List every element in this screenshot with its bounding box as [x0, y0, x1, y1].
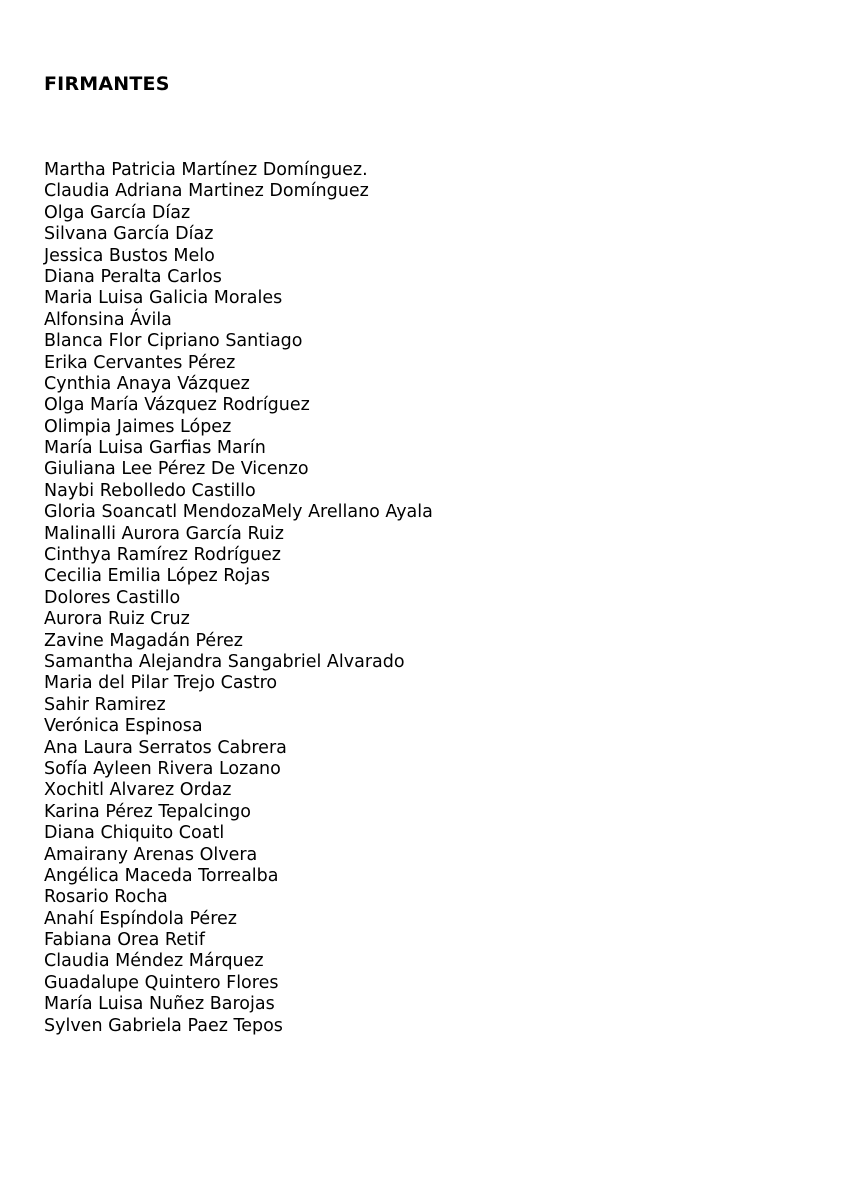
signer-name: Zavine Magadán Pérez	[44, 630, 243, 651]
signer-name: Silvana García Díaz	[44, 224, 214, 245]
signer-name: María Luisa Nuñez Barojas	[44, 994, 275, 1015]
signer-name: Sofía Ayleen Rivera Lozano	[44, 758, 281, 779]
page-title: FIRMANTES	[44, 73, 170, 95]
signer-name: Amairany Arenas Olvera	[44, 844, 258, 865]
signer-name: Olimpia Jaimes López	[44, 416, 232, 437]
signer-name: Gloria Soancatl MendozaMely Arellano Ayala	[44, 502, 433, 523]
signer-name: Rosario Rocha	[44, 887, 168, 908]
signer-name: Angélica Maceda Torrealba	[44, 865, 279, 886]
signer-name: Maria Luisa Galicia Morales	[44, 288, 283, 309]
signer-name: Fabiana Orea Retif	[44, 930, 205, 951]
signer-name: Karina Pérez Tepalcingo	[44, 801, 251, 822]
signer-name: Malinalli Aurora García Ruiz	[44, 523, 284, 544]
signer-name: Ana Laura Serratos Cabrera	[44, 737, 287, 758]
signer-name: Cinthya Ramírez Rodríguez	[44, 545, 281, 566]
signer-name: Samantha Alejandra Sangabriel Alvarado	[44, 651, 405, 672]
signer-name: Guadalupe Quintero Flores	[44, 972, 279, 993]
signer-name: Diana Peralta Carlos	[44, 266, 222, 287]
signer-name: Naybi Rebolledo Castillo	[44, 480, 256, 501]
signer-name: Verónica Espinosa	[44, 716, 203, 737]
signer-name: Dolores Castillo	[44, 587, 181, 608]
signer-name: Claudia Méndez Márquez	[44, 951, 264, 972]
signers-list	[44, 160, 433, 1037]
signer-name: Sylven Gabriela Paez Tepos	[44, 1015, 283, 1036]
signer-name: María Luisa Garfias Marín	[44, 438, 266, 459]
signer-name: Giuliana Lee Pérez De Vicenzo	[44, 459, 309, 480]
signer-name: Xochitl Alvarez Ordaz	[44, 780, 232, 801]
signer-name: Jessica Bustos Melo	[44, 245, 215, 266]
signer-name: Erika Cervantes Pérez	[44, 352, 236, 373]
signer-name: Diana Chiquito Coatl	[44, 823, 225, 844]
signer-name: Cynthia Anaya Vázquez	[44, 373, 250, 394]
signer-name: Olga García Díaz	[44, 202, 191, 223]
signer-name: Olga María Vázquez Rodríguez	[44, 395, 310, 416]
signer-name: Martha Patricia Martínez Domínguez.	[44, 160, 368, 180]
signer-name: Cecilia Emilia López Rojas	[44, 566, 271, 587]
signer-name: Anahí Espíndola Pérez	[44, 908, 237, 929]
signer-name: Aurora Ruiz Cruz	[44, 609, 190, 630]
signer-name: Alfonsina Ávila	[44, 309, 172, 330]
signer-name: Claudia Adriana Martinez Domínguez	[44, 181, 369, 202]
signer-name: Blanca Flor Cipriano Santiago	[44, 331, 303, 352]
signer-name: Sahir Ramirez	[44, 694, 166, 715]
signer-name: Maria del Pilar Trejo Castro	[44, 673, 278, 694]
